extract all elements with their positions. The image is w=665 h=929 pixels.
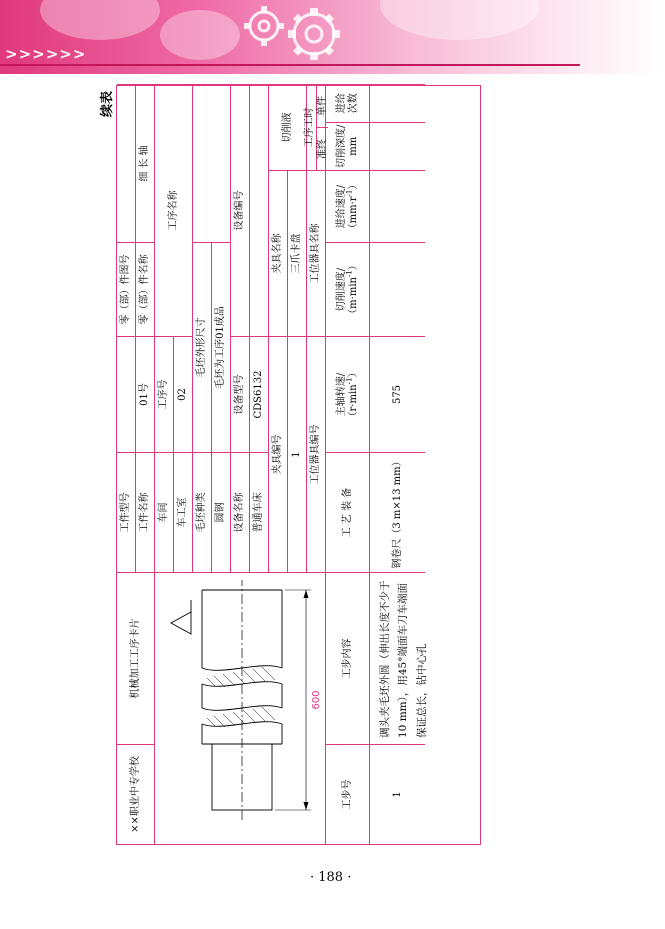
- step1-cutting-speed: [370, 242, 425, 336]
- feed-header: [326, 170, 370, 242]
- step-no-header: 工步号: [326, 744, 370, 844]
- equipment-no-value: [250, 84, 269, 336]
- equipment-name-value: 普通车床: [250, 452, 269, 572]
- process-time-group: [304, 84, 328, 170]
- process-card-rotated: [100, 85, 481, 845]
- blank-type-label: 毛坯种类: [193, 452, 212, 572]
- feed-count-header: [326, 85, 369, 122]
- gear-decoration-icon: [222, 0, 362, 72]
- step-content-header: 工步内容: [326, 572, 370, 744]
- equipment-model-value: CDS6132: [250, 336, 269, 452]
- depth-label: 切削深度/: [336, 124, 347, 168]
- cutting-speed-label: 切削速度/: [336, 267, 347, 312]
- coolant-label: 切削液: [269, 84, 307, 170]
- cutting-speed-header: [326, 242, 370, 336]
- step1-feed: [370, 170, 425, 242]
- chevron-decoration-icon: >>>>>>: [5, 45, 87, 63]
- step1-feed-count: [370, 85, 425, 122]
- depth-header: [326, 122, 369, 170]
- depth-unit: mm: [347, 136, 359, 156]
- shaft-drawing: [155, 572, 326, 844]
- depth-feedcount-header: [326, 84, 370, 170]
- part-name-value: 细 长 轴: [136, 84, 155, 242]
- fixture-name-label: 夹具名称: [269, 170, 288, 336]
- workpiece-model-label: 工件型号: [117, 452, 136, 572]
- step1-no: 1: [370, 744, 425, 844]
- workpiece-name-label: 工件名称: [136, 452, 155, 572]
- dimension-label: 600: [311, 690, 322, 710]
- workshop-label: 车间: [155, 452, 174, 572]
- workshop-value: 车工室: [174, 452, 193, 572]
- unit-label: 单件: [316, 96, 328, 116]
- step1-speed: 575: [370, 336, 425, 452]
- station-tool-name-label: 工位器具名称: [307, 170, 326, 336]
- feed-label: 进给速度/: [336, 184, 347, 229]
- blank-size-label: 毛坯外形尺寸: [193, 242, 212, 452]
- part-name-label: 零（部）件名称: [136, 242, 155, 336]
- spindle-speed-unit: $(r\cdot\min^{-1})$: [345, 367, 359, 422]
- workpiece-model-value: [117, 336, 136, 452]
- part-drawing-no-value: [117, 84, 136, 242]
- process-no-label: 工序号: [155, 336, 174, 452]
- process-card: [116, 85, 481, 845]
- continuation-label: 续表: [100, 90, 115, 117]
- process-name-label: 工序名称: [155, 84, 193, 336]
- step1-content: 调头夹毛坯外圆（伸出长度不少于10 mm），用45°端面车刀车端面保证总长，钻中心孔: [370, 572, 425, 744]
- page-number: · 188 ·: [310, 870, 352, 885]
- spindle-speed-label: 主轴转速/: [336, 372, 347, 417]
- prep-end-label: 准终: [317, 127, 329, 170]
- equipment-name-label: 设备名称: [231, 452, 250, 572]
- cutting-speed-unit: $(m\cdot\min^{-1})$: [345, 260, 359, 319]
- station-tool-no-label: 工位器具编号: [307, 336, 326, 572]
- spindle-speed-header: [326, 336, 370, 452]
- fixture-no-value: 1: [288, 336, 307, 572]
- feed-count-label-a: 进给: [336, 93, 347, 114]
- card-title: 机械加工工序卡片: [117, 572, 155, 744]
- step1-depth: [370, 122, 425, 170]
- feed-unit: $(mm\cdot r^{-1})$: [345, 179, 359, 234]
- school-name: ××职业中专学校: [117, 744, 155, 844]
- part-drawing-no-label: 零（部）件图号: [117, 242, 136, 336]
- part-sketch: [155, 572, 326, 844]
- step1-equipment: 钢卷尺（3 m×13 mm）: [370, 452, 425, 572]
- workpiece-name-value: 01号: [136, 336, 155, 452]
- step1-depth-feedcount: [370, 84, 425, 170]
- feed-count-label-b: 次数: [347, 93, 359, 114]
- blank-size-value: 毛坯为工序01成品: [212, 242, 231, 452]
- equipment-col-header: 工 艺 装 备: [326, 452, 370, 572]
- equipment-no-label: 设备编号: [231, 84, 250, 336]
- blank-extra-cell: [193, 84, 231, 242]
- process-no-value: 02: [174, 336, 193, 452]
- fixture-name-value: 三爪卡盘: [288, 170, 307, 336]
- process-time-label: 工序工时: [304, 85, 317, 170]
- fixture-no-label: 夹具编号: [269, 336, 288, 572]
- blank-type-value: 圆钢: [212, 452, 231, 572]
- equipment-model-label: 设备型号: [231, 336, 250, 452]
